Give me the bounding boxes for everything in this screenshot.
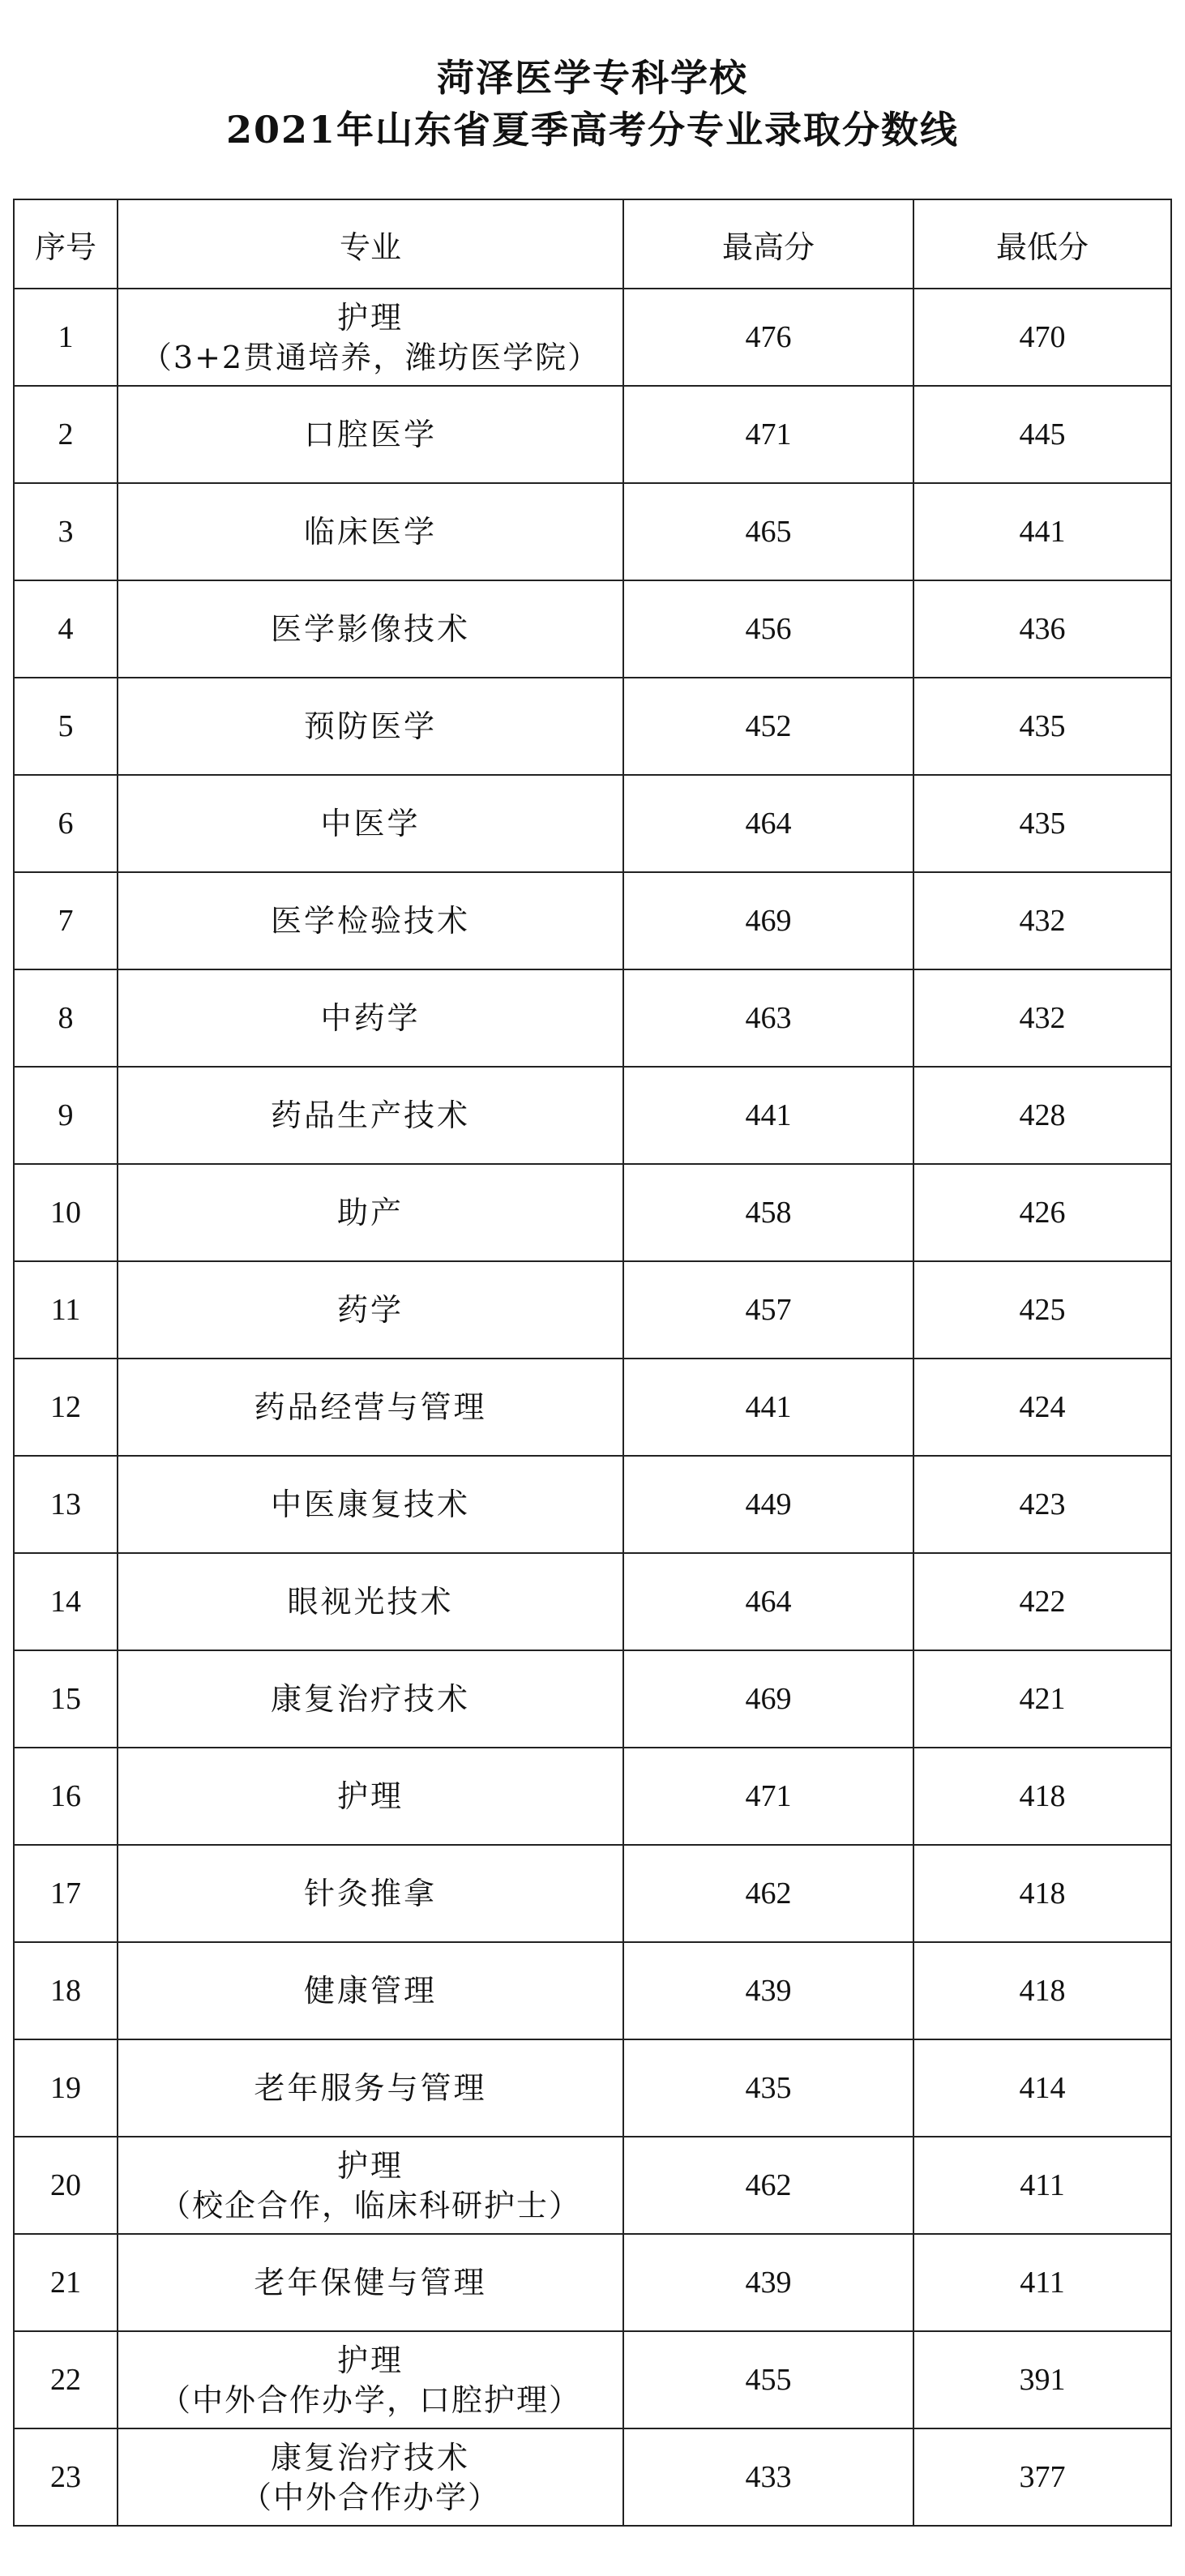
major-name: 康复治疗技术 [270,1681,470,1717]
table-row [14,872,1171,969]
table-row [14,1845,1171,1942]
row-major-cell [118,1359,623,1456]
row-min-score: 411 [913,2234,1171,2331]
major-name: 预防医学 [303,708,437,744]
row-major-cell [118,2039,623,2137]
row-min-score: 436 [913,580,1171,678]
row-max-score: 435 [623,2039,913,2137]
row-major-cell [118,1456,623,1553]
row-index: 22 [14,2331,118,2428]
row-index: 20 [14,2137,118,2234]
row-major-cell [118,2331,623,2428]
row-major-cell [118,2234,623,2331]
row-major-cell [118,2137,623,2234]
row-max-score: 464 [623,775,913,872]
table-row [14,775,1171,872]
row-index: 7 [14,872,118,969]
row-min-score: 411 [913,2137,1171,2234]
major-name: 眼视光技术 [287,1584,454,1620]
row-min-score: 418 [913,1748,1171,1845]
row-max-score: 441 [623,1359,913,1456]
row-major-cell [118,483,623,580]
row-min-score: 423 [913,1456,1171,1553]
row-min-score: 470 [913,289,1171,386]
row-max-score: 457 [623,1261,913,1359]
major-note: （中外合作办学） [240,2480,500,2515]
row-max-score: 462 [623,1845,913,1942]
row-min-score: 424 [913,1359,1171,1456]
table-row [14,2331,1171,2428]
row-major-cell [118,872,623,969]
row-max-score: 439 [623,2234,913,2331]
row-min-score: 418 [913,1845,1171,1942]
row-index: 10 [14,1164,118,1261]
major-name: 老年服务与管理 [254,2070,487,2106]
row-index: 23 [14,2428,118,2526]
header-row [14,199,1171,289]
table-row [14,1067,1171,1164]
row-index: 8 [14,969,118,1067]
table-row [14,1164,1171,1261]
row-min-score: 432 [913,872,1171,969]
row-min-score: 426 [913,1164,1171,1261]
major-name: 医学影像技术 [270,611,470,647]
major-name: 护理 [336,2148,404,2184]
row-min-score: 445 [913,386,1171,483]
row-max-score: 464 [623,1553,913,1650]
table-row [14,1553,1171,1650]
major-name: 护理 [336,1778,404,1814]
row-min-score: 432 [913,969,1171,1067]
row-major-cell [118,969,623,1067]
major-name: 老年保健与管理 [254,2265,487,2300]
row-max-score: 433 [623,2428,913,2526]
table-row [14,2137,1171,2234]
table-row [14,1261,1171,1359]
row-max-score: 458 [623,1164,913,1261]
major-name: 中医学 [320,806,421,841]
major-note: （3+2贯通培养，潍坊医学院） [140,340,601,375]
header-min-score: 最低分 [913,199,1171,289]
table-row [14,483,1171,580]
row-major-cell [118,1650,623,1748]
row-major-cell [118,678,623,775]
row-index: 3 [14,483,118,580]
row-major-cell [118,1261,623,1359]
row-index: 12 [14,1359,118,1456]
table-caption: 2021年山东省夏季高考分专业录取分数线 [225,108,960,152]
row-max-score: 462 [623,2137,913,2234]
table-row [14,1650,1171,1748]
row-max-score: 465 [623,483,913,580]
major-name: 针灸推拿 [303,1876,437,1911]
row-major-cell [118,1067,623,1164]
row-major-cell [118,1748,623,1845]
row-max-score: 476 [623,289,913,386]
row-index: 9 [14,1067,118,1164]
major-note: （校企合作，临床科研护士） [159,2188,581,2223]
row-index: 14 [14,1553,118,1650]
row-max-score: 471 [623,1748,913,1845]
score-table [13,199,1172,2527]
row-min-score: 428 [913,1067,1171,1164]
row-major-cell [118,2428,623,2526]
school-name: 菏泽医学专科学校 [437,56,748,100]
table-row [14,289,1171,386]
table-row [14,678,1171,775]
row-max-score: 469 [623,1650,913,1748]
row-max-score: 463 [623,969,913,1067]
row-min-score: 421 [913,1650,1171,1748]
major-name: 口腔医学 [303,417,437,452]
major-name: 护理 [336,300,404,336]
row-index: 2 [14,386,118,483]
major-note: （中外合作办学，口腔护理） [159,2382,581,2418]
row-min-score: 414 [913,2039,1171,2137]
row-index: 6 [14,775,118,872]
row-max-score: 439 [623,1942,913,2039]
row-min-score: 441 [913,483,1171,580]
table-row [14,969,1171,1067]
major-name: 中医康复技术 [270,1487,470,1522]
row-index: 11 [14,1261,118,1359]
row-index: 13 [14,1456,118,1553]
row-index: 17 [14,1845,118,1942]
row-major-cell [118,386,623,483]
header-max-score: 最高分 [623,199,913,289]
row-min-score: 418 [913,1942,1171,2039]
row-index: 19 [14,2039,118,2137]
table-row [14,580,1171,678]
row-index: 5 [14,678,118,775]
major-name: 医学检验技术 [270,903,470,939]
table-row [14,386,1171,483]
row-max-score: 471 [623,386,913,483]
major-name: 药品经营与管理 [254,1389,487,1425]
table-row [14,1748,1171,1845]
document-title [0,52,1185,156]
major-name: 健康管理 [303,1973,437,2009]
row-index: 15 [14,1650,118,1748]
row-min-score: 425 [913,1261,1171,1359]
major-name: 助产 [336,1195,404,1230]
row-major-cell [118,775,623,872]
table-row [14,2234,1171,2331]
row-major-cell [118,289,623,386]
row-index: 1 [14,289,118,386]
row-min-score: 422 [913,1553,1171,1650]
row-index: 4 [14,580,118,678]
row-min-score: 391 [913,2331,1171,2428]
row-max-score: 469 [623,872,913,969]
row-major-cell [118,1942,623,2039]
header-index: 序号 [14,199,118,289]
table-row [14,1456,1171,1553]
row-major-cell [118,580,623,678]
row-max-score: 455 [623,2331,913,2428]
table-row [14,2428,1171,2526]
row-min-score: 435 [913,678,1171,775]
major-name: 临床医学 [303,514,437,550]
row-max-score: 441 [623,1067,913,1164]
row-index: 21 [14,2234,118,2331]
major-name: 护理 [336,2343,404,2378]
major-name: 康复治疗技术 [270,2440,470,2475]
table-body [14,289,1171,2526]
row-min-score: 377 [913,2428,1171,2526]
row-index: 18 [14,1942,118,2039]
major-name: 中药学 [320,1000,421,1036]
table-row [14,1359,1171,1456]
row-max-score: 456 [623,580,913,678]
row-major-cell [118,1845,623,1942]
row-major-cell [118,1553,623,1650]
row-max-score: 449 [623,1456,913,1553]
row-min-score: 435 [913,775,1171,872]
header-major: 专业 [118,199,623,289]
row-index: 16 [14,1748,118,1845]
row-max-score: 452 [623,678,913,775]
major-name: 药品生产技术 [270,1098,470,1133]
row-major-cell [118,1164,623,1261]
table-row [14,1942,1171,2039]
major-name: 药学 [336,1292,404,1328]
table-row [14,2039,1171,2137]
